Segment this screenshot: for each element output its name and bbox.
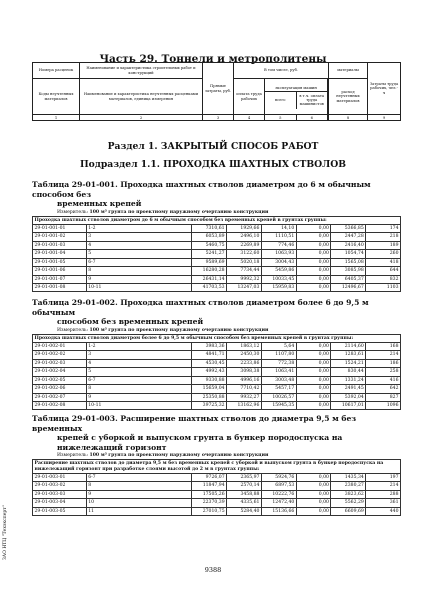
header-machine-group [265,79,328,115]
materials-cost: 2447,28 [331,233,366,241]
table-row [33,225,401,233]
rate-code: 29-01-003-02 [33,482,87,490]
table-row [33,401,401,409]
direct-cost: 5241,27 [192,250,227,258]
direct-cost: 11847,94 [192,482,227,490]
rate-code: 29-01-002-07 [33,393,87,401]
soil-group: 4 [86,241,192,249]
header-number: 3 [203,115,234,121]
materials-cost: 5562,29 [331,499,366,507]
header-materials-top: материалы [329,63,368,79]
rate-code: 29-01-001-05 [33,258,87,266]
labor-hours: 189 [366,241,401,249]
direct-cost: 9330,88 [192,376,227,384]
machine-cost: 3003,48 [261,376,296,384]
soil-group: 9 [86,393,192,401]
machine-cost: 1063,41 [261,368,296,376]
direct-cost: 25350,88 [192,393,227,401]
soil-group: 10 [86,499,192,507]
rate-table-29-01-002 [32,298,401,410]
machinist-pay: 0,00 [296,233,331,241]
meter-label: Измеритель: [57,327,89,333]
machinist-pay: 0,00 [296,359,331,367]
machine-cost: 5457,17 [261,385,296,393]
machinist-pay: 0,00 [296,393,331,401]
meter-label: Измеритель: [57,453,89,459]
direct-cost: 6053,89 [192,233,227,241]
rate-code: 29-01-002-01 [33,343,87,351]
rate-table-29-01-001 [32,180,401,292]
rate-code: 29-01-002-02 [33,351,87,359]
labor-hours: 832 [366,275,401,283]
labor-hours: 288 [366,490,401,498]
rate-code: 29-01-003-04 [33,499,87,507]
rate-rows [32,459,401,516]
direct-cost: 26431,14 [192,275,227,283]
soil-group: 5 [86,368,192,376]
soil-group: 1-2 [86,225,192,233]
table-title-line: крепей с уборкой и выпуском грунта в бункер породоспуска на [57,433,343,443]
direct-cost: 4841,71 [192,351,227,359]
labor-pay: 1929,66 [227,225,262,233]
machinist-pay: 0,00 [296,482,331,490]
direct-cost: 4992,43 [192,368,227,376]
table-row [33,275,401,283]
machine-cost: 15945,35 [261,401,296,409]
header-including: В том числе, руб. [234,63,329,79]
materials-cost: 1331,24 [331,376,366,384]
machine-cost: 10222,76 [261,490,296,498]
section-title: Раздел 1. ЗАКРЫТЫЙ СПОСОБ РАБОТ [107,141,319,152]
table-title-line: способом без временных крепей [57,317,204,327]
header-machine: эксплуатация машин [265,85,327,92]
table-row [33,368,401,376]
table-row [33,507,401,515]
labor-hours: 361 [366,499,401,507]
machine-cost: 1110,51 [261,233,296,241]
materials-cost: 1054,74 [331,250,366,258]
direct-cost: 39725,32 [192,401,227,409]
labor-hours: 214 [366,482,401,490]
direct-cost: 3983,36 [192,343,227,351]
labor-pay: 9932,27 [227,393,262,401]
direct-cost: 9589,69 [192,258,227,266]
header-name-bottom: Наименование и характеристика неучтенных расценками материалов, единица измерения [80,79,203,115]
machine-cost: 14,10 [261,225,296,233]
direct-cost: 27010,75 [192,507,227,515]
materials-cost: 2416,40 [331,241,366,249]
labor-hours: 197 [366,473,401,481]
table-row [33,499,401,507]
machinist-pay: 0,00 [296,473,331,481]
machine-cost: 1063,93 [261,250,296,258]
soil-group: 6-7 [86,258,192,266]
machinist-pay: 0,00 [296,351,331,359]
labor-hours: 440 [366,507,401,515]
labor-hours: 186 [366,359,401,367]
table-row [33,490,401,498]
labor-pay: 4335,61 [227,499,262,507]
table-title [32,180,401,209]
machine-cost: 774,46 [261,241,296,249]
materials-cost: 3823,62 [331,490,366,498]
machinist-pay: 0,00 [296,283,331,291]
header-number: 8 [329,115,368,121]
labor-hours: 416 [366,376,401,384]
header-labor-cost: Затраты труда рабочих, чел.-ч [368,63,401,115]
table-row [33,343,401,351]
labor-pay: 13162,96 [227,401,262,409]
rows-description: Расширение шахтных стволов до диаметра 9,5 м без временных крепей с уборкой и выпуском грунта в бункер породоспуска на нижележащий горизонт при разработке слоями высотой до 2 м в грунтах группы: [33,460,401,474]
rate-code: 29-01-003-05 [33,507,87,515]
table-row [33,233,401,241]
labor-pay: 7710,42 [227,385,262,393]
rate-rows [32,334,401,411]
table-title-line: нижележащий горизонт [57,442,167,452]
labor-pay: 5020,18 [227,258,262,266]
soil-group: 4 [86,359,192,367]
labor-hours: 260 [366,250,401,258]
labor-pay: 2570,14 [227,482,262,490]
header-machine-labor: в т.ч. оплата труда машинистов [299,93,325,107]
rate-code: 29-01-001-02 [33,233,87,241]
labor-pay: 3122,60 [227,250,262,258]
rate-rows [32,216,401,293]
machinist-pay: 0,00 [296,499,331,507]
table-title-line: Таблица 29-01-003. Расширение шахтных стволов до диаметра 9,5 м без временных [32,414,357,433]
labor-hours: 1103 [366,283,401,291]
header-number: 1 [33,115,80,121]
soil-group: 6-7 [86,473,192,481]
labor-pay: 3098,38 [227,368,262,376]
materials-cost: 830,44 [331,368,366,376]
labor-pay: 2496,10 [227,233,262,241]
soil-group: 8 [86,482,192,490]
materials-cost: 1283,61 [331,351,366,359]
direct-cost: 9726,07 [192,473,227,481]
labor-pay: 2233,86 [227,359,262,367]
machine-cost: 12472,40 [261,499,296,507]
machinist-pay: 0,00 [296,241,331,249]
materials-cost: 3085,98 [331,267,366,275]
table-title-line: Таблица 29-01-002. Проходка шахтных стволов диаметром более 6 до 9,5 м обычным [32,298,369,317]
machine-cost: 5,64 [261,343,296,351]
rows-description: Проходка шахтных стволов диаметром до 6 м обычным способом без временных крепей в грунтах группы: [33,216,401,224]
soil-group: 9 [86,275,192,283]
labor-hours: 418 [366,258,401,266]
meter-value: 100 м³ грунта по проектному наружному очертанию конструкции [89,327,269,333]
direct-cost: 41703,53 [192,283,227,291]
direct-cost: 16280,28 [192,267,227,275]
machinist-pay: 0,00 [296,275,331,283]
materials-cost: 5366,85 [331,225,366,233]
column-header-table [32,62,401,121]
machinist-pay: 0,00 [296,401,331,409]
rate-code: 29-01-001-01 [33,225,87,233]
materials-cost: 6609,69 [331,507,366,515]
machinist-pay: 0,00 [296,368,331,376]
header-machine-total: всего [265,92,297,109]
machine-cost: 10026,57 [261,393,296,401]
rate-code: 29-01-001-07 [33,275,87,283]
table-row [33,283,401,291]
rate-code: 29-01-001-06 [33,267,87,275]
direct-cost: 7310,61 [192,225,227,233]
rate-code: 29-01-002-06 [33,385,87,393]
labor-hours: 214 [366,351,401,359]
machinist-pay: 0,00 [296,267,331,275]
header-code-top: Номера расценок [33,63,80,79]
labor-pay: 7734,44 [227,267,262,275]
labor-pay: 13247,03 [227,283,262,291]
labor-hours: 258 [366,368,401,376]
soil-group: 11 [86,507,192,515]
materials-cost: 2380,27 [331,482,366,490]
meter-value: 100 м³ грунта по проектному наружному очертанию конструкции [89,453,269,459]
header-direct: Прямые затраты, руб. [203,63,234,115]
side-note: ЗАО НТЦ "Техэксперт" [3,505,8,560]
rate-code: 29-01-002-05 [33,376,87,384]
machine-cost: 772,38 [261,359,296,367]
machinist-pay: 0,00 [296,376,331,384]
materials-cost: 1565,08 [331,258,366,266]
materials-cost: 5392,04 [331,393,366,401]
rate-table-29-01-003 [32,414,401,516]
machine-cost: 6897,53 [261,482,296,490]
rate-code: 29-01-001-03 [33,241,87,249]
direct-cost: 22370,39 [192,499,227,507]
table-title-line: временных крепей [57,199,142,209]
labor-hours: 168 [366,343,401,351]
direct-cost: 5460,75 [192,241,227,249]
subsection-title: Подраздел 1.1. ПРОХОДКА ШАХТНЫХ СТВОЛОВ [79,159,347,170]
table-row [33,473,401,481]
rate-code: 29-01-003-03 [33,490,87,498]
labor-hours: 642 [366,385,401,393]
machinist-pay: 0,00 [296,343,331,351]
soil-group: 5 [86,250,192,258]
table-row [33,241,401,249]
labor-pay: 3458,88 [227,490,262,498]
soil-group: 3 [86,233,192,241]
machinist-pay: 0,00 [296,490,331,498]
table-row [33,482,401,490]
materials-cost: 1435,34 [331,473,366,481]
machine-cost: 15959,83 [261,283,296,291]
soil-group: 10-11 [86,401,192,409]
labor-pay: 9992,32 [227,275,262,283]
materials-cost: 12496,67 [331,283,366,291]
table-title-line: Таблица 29-01-001. Проходка шахтных стволов диаметром до 6 м обычным способом без [32,180,371,199]
rate-code: 29-01-002-08 [33,401,87,409]
machinist-pay: 0,00 [296,385,331,393]
machine-cost: 1107,80 [261,351,296,359]
part-title: Часть 29. Тоннели и метрополитены [99,53,327,65]
direct-cost: 15659,04 [192,385,227,393]
machinist-pay: 0,00 [296,250,331,258]
header-code-bottom: Коды неучтенных материалов [33,79,80,115]
header-materials-bottom: расход неучтенных материалов [329,79,368,115]
labor-hours: 174 [366,225,401,233]
rate-code: 29-01-002-03 [33,359,87,367]
soil-group: 3 [86,351,192,359]
header-number: 2 [80,115,203,121]
rate-code: 29-01-002-04 [33,368,87,376]
rate-code: 29-01-001-04 [33,250,87,258]
materials-cost: 2491,45 [331,385,366,393]
table-row [33,385,401,393]
table-row [33,376,401,384]
table-row [33,393,401,401]
labor-pay: 1863,12 [227,343,262,351]
table-row [33,250,401,258]
labor-pay: 2269,89 [227,241,262,249]
header-labor-pay: оплата труда рабочих [234,79,265,115]
header-number: 6 [296,115,328,121]
labor-hours: 827 [366,393,401,401]
meter-value: 100 м³ грунта по проектному наружному очертанию конструкции [89,209,269,215]
soil-group: 1-2 [86,343,192,351]
labor-pay: 4996,16 [227,376,262,384]
header-number: 5 [265,115,297,121]
rate-code: 29-01-003-01 [33,473,87,481]
labor-hours: 218 [366,233,401,241]
soil-group: 8 [86,385,192,393]
machinist-pay: 0,00 [296,507,331,515]
direct-cost: 4530,45 [192,359,227,367]
machine-cost: 5924,76 [261,473,296,481]
table-row [33,267,401,275]
soil-group: 9 [86,490,192,498]
labor-hours: 1096 [366,401,401,409]
table-title [32,414,401,452]
soil-group: 6-7 [86,376,192,384]
labor-pay: 2365,97 [227,473,262,481]
rate-code: 29-01-001-08 [33,283,87,291]
materials-cost: 2114,60 [331,343,366,351]
header-number: 9 [368,115,401,121]
table-row [33,359,401,367]
materials-cost: 6405,37 [331,275,366,283]
table-title [32,298,401,327]
table-row [33,351,401,359]
header-name-top: Наименование и характеристика строительных работ и конструкций [80,63,203,79]
machine-cost: 10033,45 [261,275,296,283]
machine-cost: 5459,86 [261,267,296,275]
machinist-pay: 0,00 [296,258,331,266]
labor-pay: 5284,40 [227,507,262,515]
materials-cost: 10617,01 [331,401,366,409]
page-number: 9388 [204,566,222,574]
materials-cost: 1524,21 [331,359,366,367]
meter-label: Измеритель: [57,209,89,215]
machinist-pay: 0,00 [296,225,331,233]
machine-cost: 15136,66 [261,507,296,515]
table-row [33,258,401,266]
rows-description: Проходка шахтных стволов диаметром более 6 до 9,5 м обычным способом без временных крепей в грунтах группы: [33,334,401,342]
soil-group: 8 [86,267,192,275]
machine-cost: 3004,43 [261,258,296,266]
direct-cost: 17505,26 [192,490,227,498]
labor-pay: 2450,30 [227,351,262,359]
header-number: 4 [234,115,265,121]
soil-group: 10-11 [86,283,192,291]
labor-hours: 644 [366,267,401,275]
